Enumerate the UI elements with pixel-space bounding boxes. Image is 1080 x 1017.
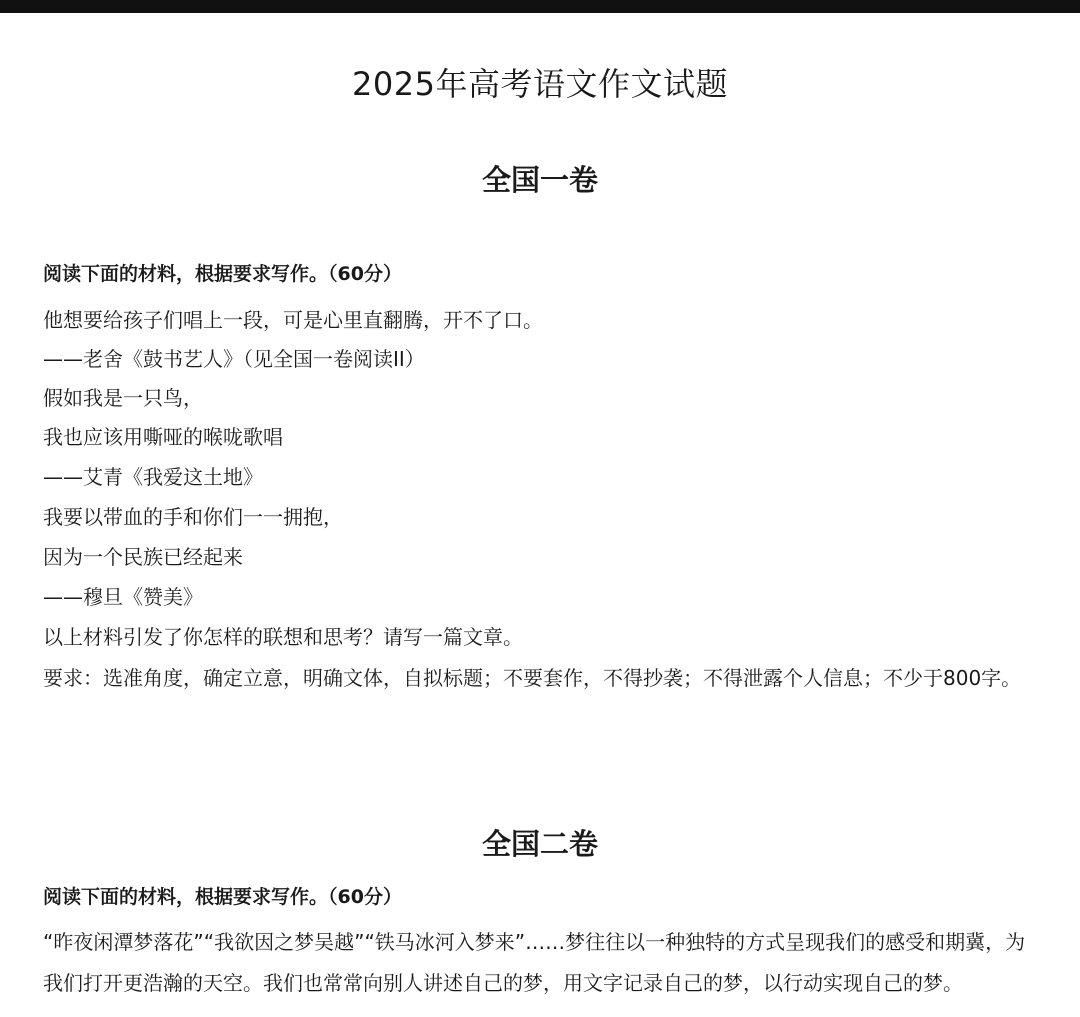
section-instruction: 阅读下面的材料，根据要求写作。（60分） — [43, 263, 402, 285]
material-line: ——艾青《我爱这土地》 — [43, 465, 263, 489]
material-line: 假如我是一只鸟， — [43, 386, 203, 410]
section-instruction: 阅读下面的材料，根据要求写作。（60分） — [43, 886, 402, 908]
material-line: ——穆旦《赞美》 — [43, 585, 203, 609]
section-heading-national-1: 全国一卷 — [481, 163, 598, 197]
document-title: 2025年高考语文作文试题 — [352, 65, 728, 103]
section-paragraph: “昨夜闲潭梦落花”“我欲因之梦吴越”“铁马冰河入梦来”……梦往往以一种独特的方式呈现我们的感受和期冀，为我们打开更浩瀚的天空。我们也常常向别人讲述自己的梦，用文字记录自己的梦，以行动实现自己的梦。 — [43, 930, 1026, 995]
material-line: 以上材料引发了你怎样的联想和思考？请写一篇文章。 — [43, 625, 523, 649]
material-line: 我也应该用嘶哑的喉咙歌唱 — [43, 425, 283, 449]
section-heading-national-2: 全国二卷 — [481, 827, 598, 861]
material-line: 因为一个民族已经起来 — [43, 545, 243, 569]
material-line: 他想要给孩子们唱上一段，可是心里直翻腾，开不了口。 — [43, 308, 543, 332]
material-line: 我要以带血的手和你们一一拥抱， — [43, 505, 343, 529]
material-line: ——老舍《鼓书艺人》（见全国一卷阅读II） — [43, 347, 425, 371]
section-requirement: 要求：选准角度，确定立意，明确文体，自拟标题；不要套作，不得抄袭；不得泄露个人信息；不少于800字。 — [43, 666, 1022, 690]
